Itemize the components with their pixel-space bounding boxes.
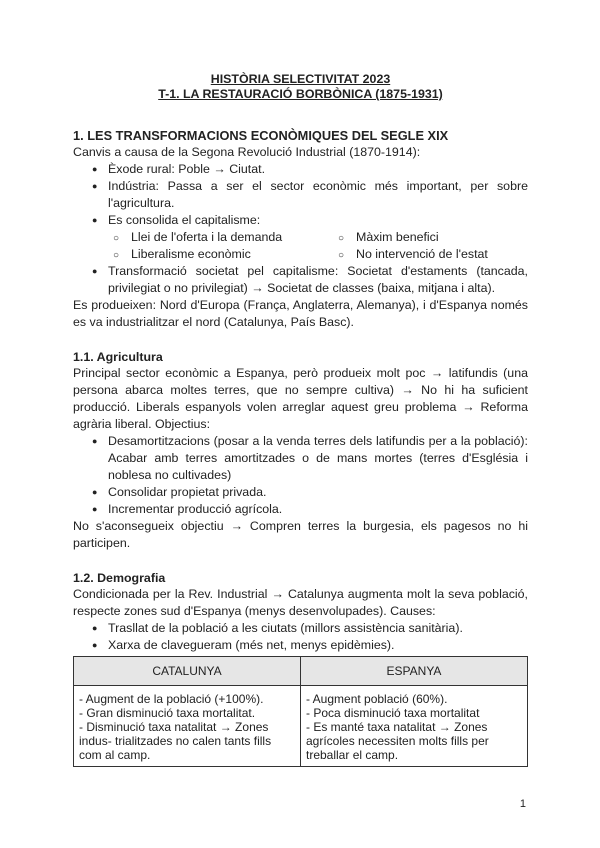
table-line: - Poca disminució taxa mortalitat — [306, 706, 480, 720]
section-1-2-heading: 1.2. Demografia — [73, 571, 166, 585]
table-header-espanya: ESPANYA — [301, 657, 528, 686]
table-line: - Disminució taxa natalitat → Zones indus- trialitzades no calen tants fills com al camp. — [79, 720, 272, 762]
table-cell-espanya — [301, 686, 528, 767]
section-1-intro: Canvis a causa de la Segona Revolució Industrial (1870-1914): — [73, 145, 421, 159]
list-item: ● Indústria: Passa a ser el sector econòmic més important, per sobre l'agricultura. — [108, 178, 528, 212]
document-subtitle: T-1. LA RESTAURACIÓ BORBÒNICA (1875-1931) — [158, 87, 443, 101]
capitalism-sublist — [73, 229, 528, 263]
document-page — [73, 72, 528, 767]
list-item: ● Trasllat de la població a les ciutats (millors assistència sanitària). — [108, 620, 528, 637]
sub-list-item: ○ Màxim benefici — [356, 229, 556, 246]
table-line: - Gran disminució taxa mortalitat. — [79, 706, 256, 720]
list-item: ● Incrementar producció agrícola. — [108, 501, 528, 518]
section-1-2-list — [73, 620, 528, 654]
list-item: ● Consolidar propietat privada. — [108, 484, 528, 501]
section-1-list-2 — [73, 263, 528, 297]
section-1-heading: 1. LES TRANSFORMACIONS ECONÒMIQUES DEL SEGLE XIX — [73, 128, 449, 143]
list-item: ● Es consolida el capitalisme: — [108, 212, 528, 229]
section-1-outro: Es produeixen: Nord d'Europa (França, Anglaterra, Alemanya), i d'Espanya només es va industrialitzar el nord (Catalunya, País Basc). — [73, 298, 528, 329]
sub-list-item: ○ Liberalisme econòmic — [131, 246, 356, 263]
table-line: - Es manté taxa natalitat → Zones agrícoles necessiten molts fills per treballar el camp. — [306, 720, 489, 762]
section-1-1-outro: No s'aconsegueix objectiu → Compren terres la burgesia, els pagesos no hi participen. — [73, 519, 528, 550]
page-number: 1 — [519, 798, 526, 810]
section-1-1-heading: 1.1. Agricultura — [73, 350, 163, 364]
sub-list-item: ○ Llei de l'oferta i la demanda — [131, 229, 356, 246]
section-1-1-list — [73, 433, 528, 518]
list-item: ● Èxode rural: Poble → Ciutat. — [108, 161, 528, 178]
list-item: ● Transformació societat pel capitalisme: Societat d'estaments (tancada, privilegiat o no privilegiat) → Societat de classes (baixa, mitjana i alta). — [108, 263, 528, 297]
list-item: ● Desamortitzacions (posar a la venda terres dels latifundis per a la població): Acabar amb terres amortitzades o de mans mortes (terres d'Església i noblesa no cultivades) — [108, 433, 528, 484]
section-1-1-intro: Principal sector econòmic a Espanya, però produeix molt poc → latifundis (una persona abarca moltes terres, que no sempre cultiva) → No hi ha suficient producció. Liberals espanyols volen arreglar aquest greu problema → Reforma agrària liberal. Objectius: — [73, 366, 528, 431]
section-1-2-intro: Condicionada per la Rev. Industrial → Catalunya augmenta molt la seva població, respecte zones sud d'Espanya (menys desenvolupades). Causes: — [73, 587, 528, 618]
table-cell-catalunya — [74, 686, 301, 767]
table-header-catalunya: CATALUNYA — [74, 657, 301, 686]
document-title: HISTÒRIA SELECTIVITAT 2023 — [210, 72, 391, 86]
section-1-list — [73, 161, 528, 229]
sub-list-item: ○ No intervenció de l'estat — [356, 246, 556, 263]
list-item: ● Xarxa de clavegueram (més net, menys epidèmies). — [108, 637, 528, 654]
table-line: - Augment de la població (+100%). — [79, 692, 264, 706]
table-line: - Augment població (60%). — [306, 692, 448, 706]
demography-table — [73, 656, 528, 767]
